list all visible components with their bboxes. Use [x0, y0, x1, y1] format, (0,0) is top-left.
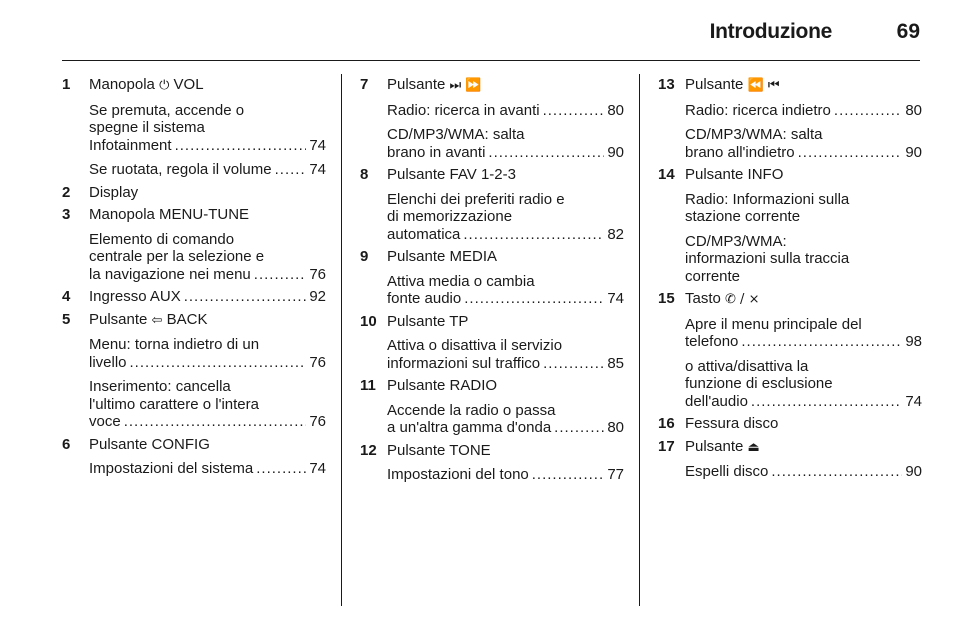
index-entry	[658, 438, 922, 481]
page-reference: 74	[309, 136, 326, 154]
dot-leader	[463, 226, 604, 244]
description-line: informazioni sulla traccia	[685, 250, 850, 267]
page-header	[62, 14, 920, 61]
dot-leader	[798, 144, 903, 162]
description-line: corrente	[685, 267, 741, 285]
index-entry	[360, 313, 624, 373]
description-line: Attiva media o cambia	[387, 272, 535, 290]
description-text: la navigazione nei menu	[89, 265, 251, 283]
page-number: 69	[896, 20, 920, 43]
entry-title-text: Pulsante	[89, 310, 148, 328]
description-line: Inserimento: cancella	[89, 378, 231, 395]
entry-title-text: Manopola	[89, 76, 155, 93]
entry-number: 7	[360, 76, 369, 93]
description-line: Se premuta, accende o	[89, 101, 245, 119]
description-text: telefono	[685, 333, 739, 350]
entry-title	[89, 76, 326, 95]
description-line: Accende la radio o passa	[387, 401, 556, 419]
entry-number: 9	[360, 248, 369, 265]
description-line-with-page	[387, 419, 624, 437]
dot-leader	[543, 355, 604, 373]
entry-title-text: Pulsante TP	[387, 312, 469, 330]
entry-number: 3	[62, 206, 71, 223]
dot-leader	[124, 413, 307, 431]
dot-leader	[254, 266, 307, 284]
description-text: informazioni sul traffico	[387, 354, 541, 372]
entry-title-text: Tasto	[685, 290, 721, 307]
index-entry	[360, 166, 624, 243]
description-text: Impostazioni del sistema	[89, 460, 254, 477]
entry-description	[89, 161, 326, 179]
entry-description	[387, 126, 624, 161]
index-entry	[62, 311, 326, 431]
description-line-with-page	[685, 144, 922, 162]
index-entry	[658, 415, 922, 433]
control-symbol-icon: ✆ / ⨯	[725, 292, 760, 307]
entry-description	[89, 336, 326, 371]
column-3	[658, 76, 922, 481]
description-text: voce	[89, 413, 121, 430]
index-entry	[62, 436, 326, 478]
entry-title-text: Manopola MENU-TUNE	[89, 206, 250, 223]
description-line: stazione corrente	[685, 208, 801, 225]
description-line: centrale per la selezione e	[89, 248, 265, 265]
index-entry	[62, 288, 326, 306]
dot-leader	[532, 466, 605, 484]
entry-description	[89, 378, 326, 431]
description-line: Apre il menu principale del	[685, 315, 862, 333]
index-entry	[62, 206, 326, 283]
entry-description	[685, 463, 922, 481]
entry-description	[387, 102, 624, 120]
description-line-with-page	[387, 466, 624, 484]
dot-leader	[175, 137, 307, 155]
description-line-with-page	[685, 102, 922, 120]
control-symbol-icon: ⇦	[151, 312, 163, 328]
page-reference: 74	[607, 290, 624, 307]
entry-title	[387, 166, 624, 184]
entry-title-text: Fessura disco	[685, 415, 779, 432]
entry-title-text: Pulsante RADIO	[387, 377, 498, 394]
entry-title	[387, 377, 624, 395]
dot-leader	[834, 102, 902, 120]
entry-title	[89, 288, 326, 306]
entry-number: 10	[360, 312, 377, 330]
entry-description	[89, 231, 326, 284]
entry-number: 15	[658, 290, 675, 307]
page-reference: 90	[905, 463, 922, 480]
page-reference: 76	[309, 265, 326, 283]
page-reference: 74	[905, 392, 922, 410]
dot-leader	[751, 393, 902, 411]
description-text: Espelli disco	[685, 463, 769, 480]
entry-title-text: Pulsante	[685, 76, 744, 93]
page-reference: 92	[309, 288, 326, 305]
description-line: di memorizzazione	[387, 208, 513, 225]
description-line: funzione di esclusione	[685, 375, 833, 392]
dot-leader	[275, 161, 307, 179]
entry-title-suffix: VOL	[173, 76, 204, 93]
control-symbol-icon: ⏻	[159, 78, 170, 93]
description-line-with-page	[89, 460, 326, 478]
entry-number: 4	[62, 288, 71, 305]
description-line-with-page	[387, 355, 624, 373]
description-text: fonte audio	[387, 290, 462, 307]
entry-description	[685, 126, 922, 161]
description-line-with-page	[89, 161, 326, 179]
entry-title-text: Display	[89, 183, 139, 201]
entry-description	[387, 191, 624, 244]
index-entry	[62, 184, 326, 202]
page-reference: 74	[309, 161, 326, 178]
description-text: Radio: ricerca in avanti	[387, 101, 540, 119]
entry-number: 2	[62, 183, 71, 201]
entry-description	[685, 233, 922, 286]
description-line: Radio: Informazioni sulla	[685, 190, 850, 208]
entry-title-suffix: BACK	[166, 310, 208, 328]
entry-description	[387, 273, 624, 308]
description-line: CD/MP3/WMA: salta	[387, 126, 525, 143]
dot-leader	[184, 288, 307, 306]
column-1	[62, 76, 326, 478]
description-line: Elenchi dei preferiti radio e	[387, 190, 565, 208]
entry-number: 14	[658, 166, 675, 183]
entry-title	[685, 166, 922, 184]
description-line-with-page	[387, 144, 624, 162]
entry-title-text: Pulsante CONFIG	[89, 435, 210, 453]
description-text: brano all'indietro	[685, 143, 795, 161]
page-reference: 80	[905, 101, 922, 119]
page-reference: 76	[309, 413, 326, 430]
entry-description	[685, 358, 922, 411]
page-reference: 80	[607, 419, 624, 436]
dot-leader	[741, 333, 902, 351]
column-2	[360, 76, 624, 484]
entry-title-text: Pulsante TONE	[387, 441, 491, 459]
description-line: spegne il sistema	[89, 119, 205, 136]
entry-title	[89, 311, 326, 330]
index-entry	[360, 442, 624, 484]
entry-description	[387, 337, 624, 372]
entry-number: 11	[360, 377, 376, 394]
index-entry	[360, 76, 624, 161]
description-line: Attiva o disattiva il servizio	[387, 337, 563, 354]
description-text: dell'audio	[685, 392, 748, 410]
description-line-with-page	[387, 102, 624, 120]
entry-title	[387, 248, 624, 266]
dot-leader	[543, 102, 605, 120]
description-line-with-page	[89, 266, 326, 284]
control-symbol-icon: ⏪ ⏮	[747, 78, 780, 93]
entry-title-text: Pulsante INFO	[685, 166, 784, 183]
dot-leader	[464, 290, 604, 308]
entry-number: 16	[658, 415, 675, 432]
description-line: Menu: torna indietro di un	[89, 336, 260, 353]
index-entry	[360, 248, 624, 308]
description-line: CD/MP3/WMA: salta	[685, 126, 823, 143]
description-text: livello	[89, 353, 127, 371]
entry-number: 12	[360, 441, 377, 459]
entry-description	[89, 102, 326, 155]
description-line-with-page	[685, 333, 922, 351]
entry-number: 1	[62, 76, 71, 93]
page-reference: 90	[905, 143, 922, 161]
entry-title	[89, 206, 326, 224]
description-line-with-page	[89, 137, 326, 155]
description-text: Se ruotata, regola il volume	[89, 161, 272, 178]
entry-number: 13	[658, 76, 675, 93]
entry-description	[685, 316, 922, 351]
dot-leader	[554, 419, 604, 437]
entry-number: 8	[360, 166, 369, 183]
description-text: automatica	[387, 225, 461, 243]
entry-title	[387, 76, 624, 95]
entry-number: 5	[62, 310, 71, 328]
description-line: CD/MP3/WMA:	[685, 232, 787, 250]
description-text: a un'altra gamma d'onda	[387, 419, 552, 436]
entry-title	[89, 436, 326, 454]
entry-description	[387, 402, 624, 437]
page-reference: 85	[607, 354, 624, 372]
index-entry	[658, 166, 922, 285]
description-line: Elemento di comando	[89, 230, 235, 248]
description-line: l'ultimo carattere o l'intera	[89, 395, 259, 413]
entry-description	[685, 102, 922, 120]
entry-title	[685, 76, 922, 95]
page-reference: 98	[905, 333, 922, 350]
entry-title	[387, 313, 624, 331]
description-text: brano in avanti	[387, 143, 486, 161]
dot-leader	[488, 144, 604, 162]
column-divider	[341, 74, 342, 606]
entry-description	[387, 466, 624, 484]
description-line-with-page	[387, 226, 624, 244]
dot-leader	[771, 463, 902, 481]
description-line-with-page	[685, 393, 922, 411]
page-reference: 76	[309, 353, 326, 371]
entry-title	[387, 442, 624, 460]
index-entry	[658, 290, 922, 410]
entry-title-text: Pulsante FAV 1-2-3	[387, 166, 516, 183]
index-entry	[62, 76, 326, 179]
entry-number: 17	[658, 437, 675, 455]
description-line: o attiva/disattiva la	[685, 357, 809, 375]
entry-description	[89, 460, 326, 478]
control-symbol-icon: ⏭ ⏩	[449, 78, 482, 93]
description-line-with-page	[387, 290, 624, 308]
entry-title-text: Pulsante MEDIA	[387, 248, 498, 265]
page-reference: 77	[607, 466, 624, 483]
page-title: Introduzione	[709, 20, 832, 43]
description-text: Radio: ricerca indietro	[685, 101, 831, 119]
entry-title	[89, 184, 326, 202]
description-line-with-page	[89, 354, 326, 372]
entry-title	[685, 415, 922, 433]
description-line-with-page	[89, 413, 326, 431]
control-symbol-icon: ⏏	[747, 439, 760, 455]
dot-leader	[256, 460, 306, 478]
index-entry	[360, 377, 624, 437]
index-entry	[658, 76, 922, 161]
description-text: Impostazioni del tono	[387, 466, 529, 483]
entry-title-text: Pulsante	[387, 76, 446, 93]
description-line-with-page	[685, 463, 922, 481]
entry-title-text: Ingresso AUX	[89, 288, 181, 305]
column-divider	[639, 74, 640, 606]
page-reference: 82	[607, 225, 624, 243]
entry-title	[685, 438, 922, 457]
entry-title-text: Pulsante	[685, 437, 744, 455]
entry-title	[685, 290, 922, 309]
entry-description	[685, 191, 922, 226]
dot-leader	[130, 354, 307, 372]
description-text: Infotainment	[89, 136, 172, 154]
page-reference: 74	[309, 460, 326, 477]
entry-number: 6	[62, 435, 71, 453]
page-reference: 80	[607, 101, 624, 119]
page-reference: 90	[607, 143, 624, 161]
